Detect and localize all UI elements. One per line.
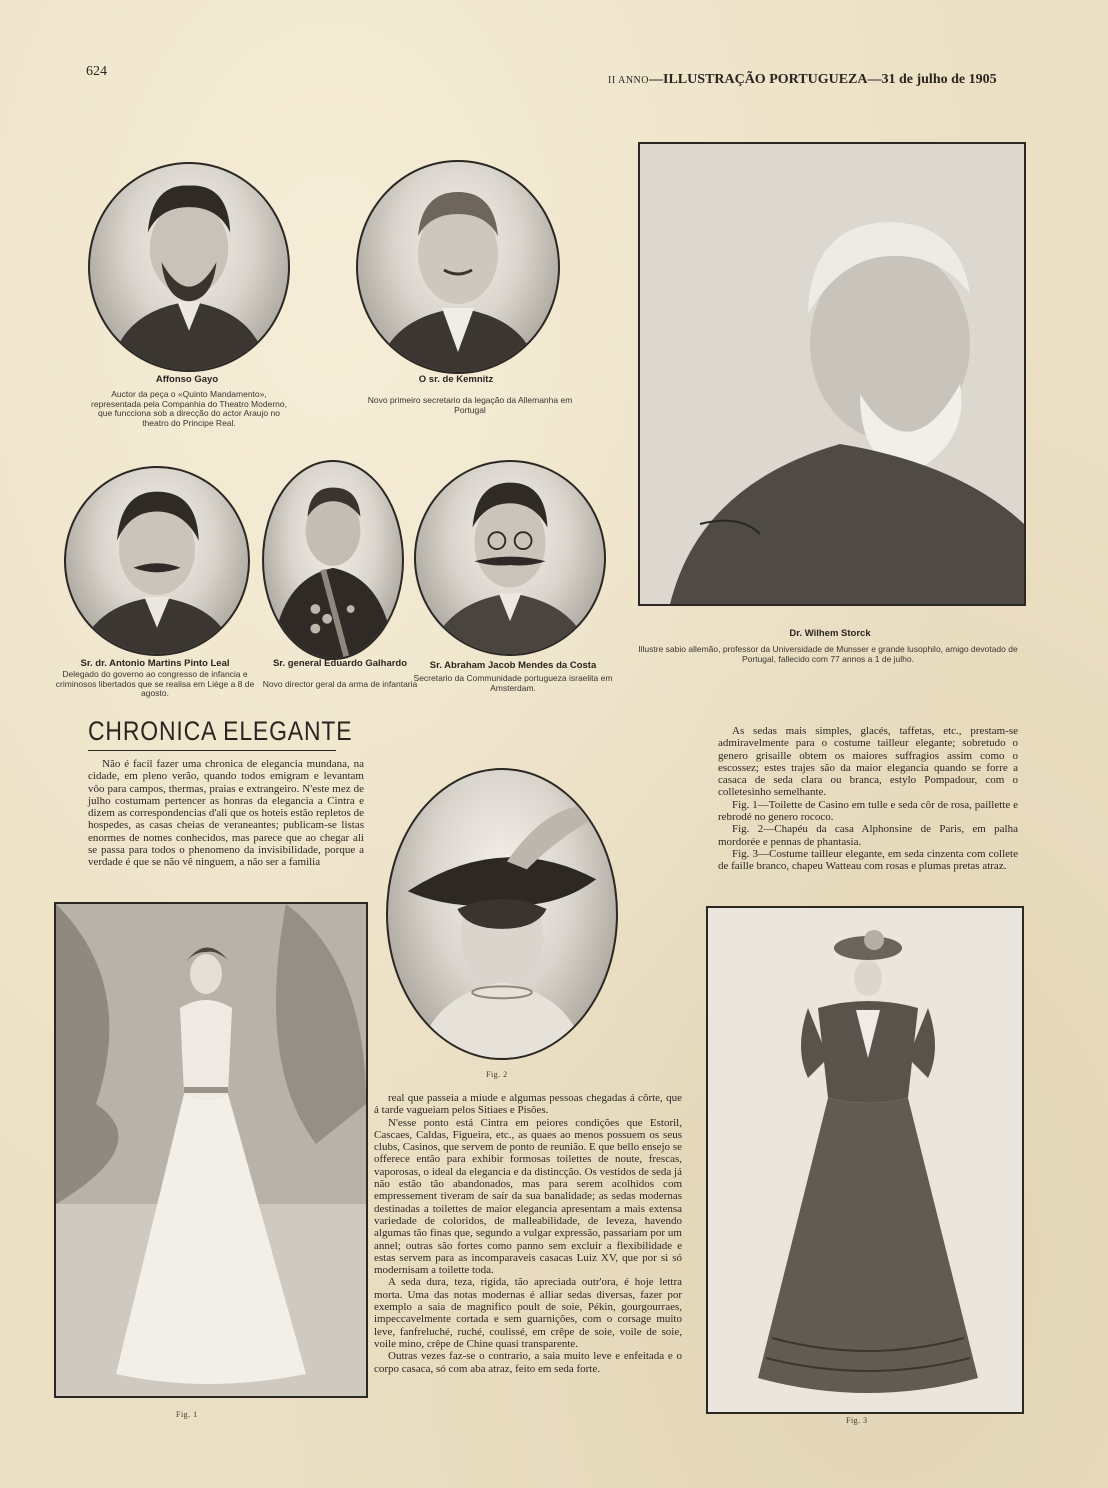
running-header: II ANNO—ILLUSTRAÇÃO PORTUGUEZA—31 de julho de 1905 — [608, 72, 997, 87]
portrait-name: Affonso Gayo — [155, 374, 219, 385]
article-paragraph: As sedas mais simples, glacés, taffetas, etc., prestam-se admiravelmente para o costume tailleur elegante; sobretudo o genero grisaille obtem os maiores suffragios assim como o escossez; estes trajes são da maior elegancia quando se forre a casaca de seda clara ou branca, estylo Pompadour, com o colletesinho semelhante. — [718, 725, 1018, 799]
figure-1-gown — [54, 902, 368, 1398]
article-paragraph: N'esse ponto está Cintra em peiores condições que Estoril, Cascaes, Caldas, Figueira, etc., as quaes ao menos possuem os seus clubs, Casinos, que servem de ponto de reunião. E que bello ensejo se offerece então para exhibir formosas toilettes de noute, frescas, vaporosas, o ideal da elegancia e da distincção. Os vestidos de seda já não estão tão abandonados, mas para serem acolhidos com empressement tiveram de saír da sua banalidade; as sedas modernas destinadas a toilettes de maior elegancia apresentam a mais extensa variedade de coloridos, de malleabilidade, de leveza, havendo algumas tão finas que, segundo a vulgar expressão, passariam por um annel; outras são fortes como panno sem excluir a flexibilidade e estas servem para as incomparaveis casacas Luiz XV, que por si só modernisam a toilette toda. — [374, 1116, 682, 1277]
figure-3-tailleur — [706, 906, 1024, 1414]
figure-2-hat — [386, 768, 618, 1060]
portrait-mendes-da-costa — [414, 460, 606, 656]
article-col1 — [88, 758, 364, 869]
figure-label: Fig. 1 — [176, 1410, 198, 1419]
portrait-name: Sr. general Eduardo Galhardo — [272, 658, 408, 669]
figure-label: Fig. 3 — [846, 1416, 868, 1425]
article-paragraph: Outras vezes faz-se o contrario, a saia muito leve e enfeitada e o corpo casaca, só com aba atraz, feito em seda forte. — [374, 1350, 682, 1375]
publication-title: ILLUSTRAÇÃO PORTUGUEZA — [663, 72, 868, 87]
headline-rule — [88, 750, 336, 751]
figure-label: Fig. 2 — [486, 1070, 508, 1079]
article-paragraph: Fig. 2—Chapéu da casa Alphonsine de Paris, em palha mordorée e pennas de phantasia. — [718, 823, 1018, 848]
portrait-general-galhardo — [262, 460, 404, 660]
portrait-description: Illustre sabio allemão, professor da Universidade de Munsser e grande lusophilo, amigo devotado de Portugal, fallecido com 77 annos a 1 de julho. — [638, 644, 1018, 664]
issue-date: 31 de julho de 1905 — [881, 72, 997, 87]
portrait-name: Sr. Abraham Jacob Mendes da Costa — [429, 660, 597, 671]
article-paragraph: Não é facil fazer uma chronica de elegancia mundana, na cidade, em pleno verão, quando todos emigram e levantam vôo para campos, thermas, praias e extrangeiro. N'este mez de julho costumam pertencer as honras da elegancia a Cintra e dizem as correspondencias d'ali que os hoteis estão repletos de hospedes, as casas cheias de veraneantes; publicam-se listas enormes de nomes conhecidos, mas parece que ao chegar ali se passa para todos o phenomeno da invisibilidade, porque a verdade é que se não vê ninguem, a não ser a familia — [88, 758, 364, 869]
portrait-description: Auctor da peça o «Quinto Mandamento», representada pela Companhia do Theatro Moderno, que funcciona sob a direcção do actor Araujo no theatro do Principe Real. — [91, 389, 287, 428]
portrait-description: Novo director geral da arma de infantaria — [262, 679, 418, 689]
article-col2 — [374, 1092, 682, 1375]
portrait-de-kemnitz — [356, 160, 560, 374]
portrait-name: Sr. dr. Antonio Martins Pinto Leal — [80, 658, 230, 669]
portrait-name: O sr. de Kemnitz — [418, 374, 494, 385]
edition: II ANNO — [608, 75, 649, 86]
portrait-pinto-leal — [64, 466, 250, 656]
portrait-description: Delegado do governo ao congresso de infancia e criminosos libertados que se realisa em Liège a 8 de agosto. — [55, 669, 255, 698]
article-paragraph: real que passeia a miude e algumas pessoas chegadas á côrte, que á tarde vagueiam pelos Sitiaes e Pisões. — [374, 1092, 682, 1117]
portrait-affonso-gayo — [88, 162, 290, 372]
page-number: 624 — [86, 64, 107, 79]
portrait-wilhem-storck — [638, 142, 1026, 606]
article-paragraph: A seda dura, teza, rigida, tão apreciada outr'ora, é hoje lettra morta. Uma das notas modernas é alliar sedas diversas, fazer por exemplo a saia de magnifico poult de soie, Pékin, gourgourraes, impeccavelmente cortada e sem guarnições, com o corsage muito leve, fanfreluché, ruché, coulissé, em crêpe de soie, voile de soie, voile mino, crêpe de Chine quasi transparente. — [374, 1276, 682, 1350]
article-paragraph: Fig. 3—Costume tailleur elegante, em seda cinzenta com collete de faille branco, chapeu Watteau com rosas e plumas pretas atraz. — [718, 847, 1018, 873]
article-paragraph: Fig. 1—Toilette de Casino em tulle e seda côr de rosa, paillette e rebrodé no genero rococo. — [718, 798, 1018, 824]
portrait-name: Dr. Wilhem Storck — [789, 628, 871, 639]
article-headline: CHRONICA ELEGANTE — [88, 716, 353, 746]
portrait-description: Secretario da Communidade portugueza israelita em Amsterdam. — [413, 673, 613, 693]
portrait-description: Novo primeiro secretario da legação da Allemanha em Portugal — [367, 395, 573, 415]
article-col3 — [718, 725, 1018, 873]
